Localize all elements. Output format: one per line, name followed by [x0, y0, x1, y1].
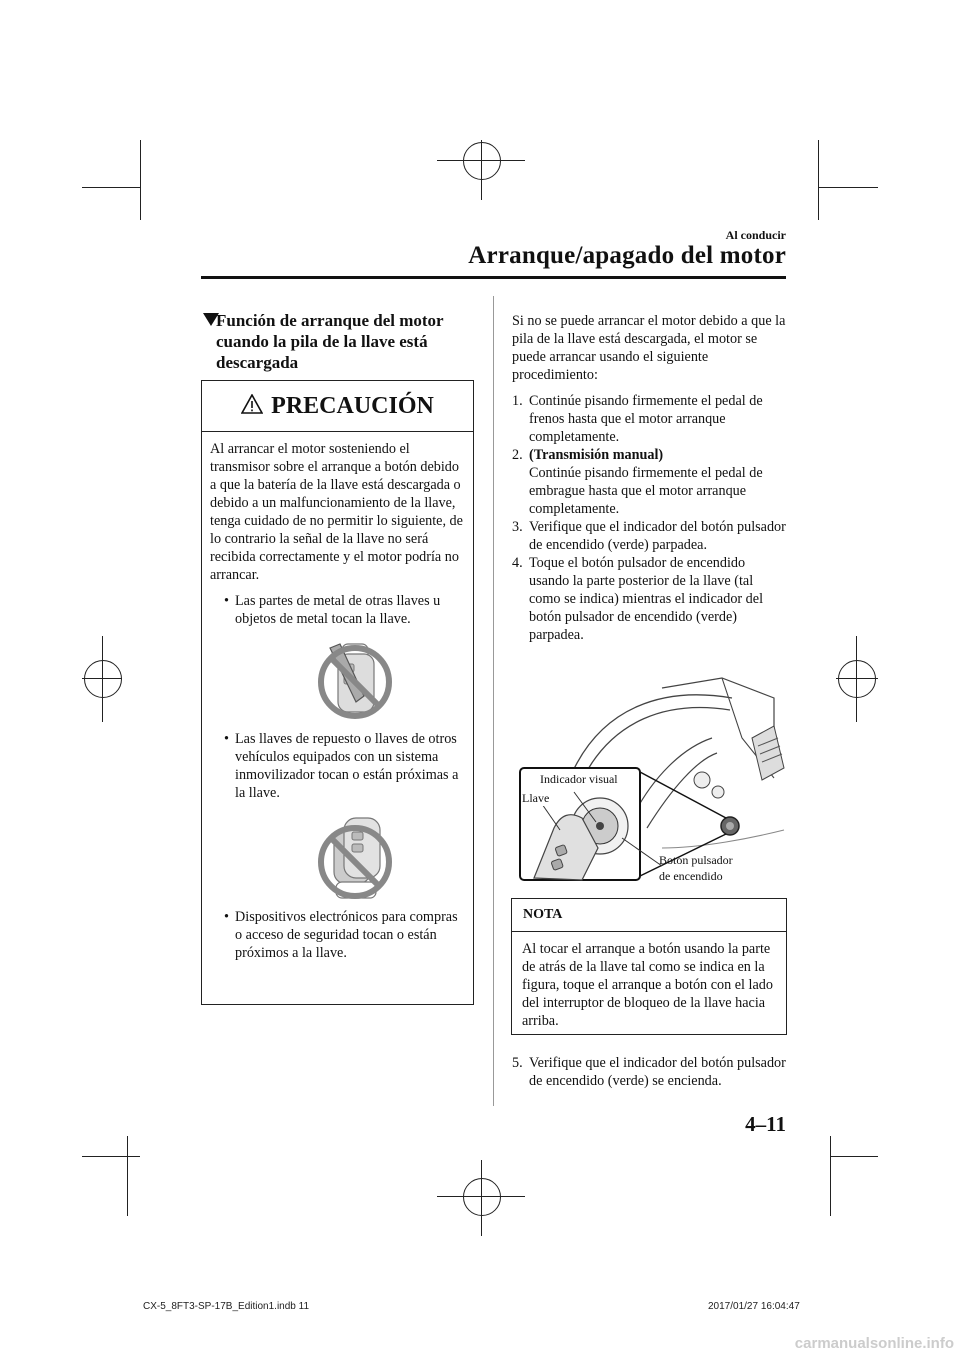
section-label: Al conducir — [725, 228, 786, 242]
note-text: Al tocar el arranque a botón usando la parte de atrás de la llave tal como se indica en la figura, toque el arranque a botón con el lado del interruptor de bloqueo de la llave hacia arriba. — [522, 941, 773, 1029]
spare-keys-prohibited-figure — [210, 808, 465, 908]
page-number: 4–11 — [745, 1112, 786, 1136]
section-heading: Función de arranque del motor cuando la pila de la llave está descargada — [203, 310, 483, 373]
caution-bullet: • Las partes de metal de otras llaves u objetos de metal tocan la llave. — [224, 593, 441, 627]
footer-timestamp: 2017/01/27 16:04:47 — [708, 1301, 800, 1312]
procedure-steps — [512, 392, 787, 644]
step-item: 4. Toque el botón pulsador de encendido usando la parte posterior de la llave (tal como se indica) mientras el indicador del botón pulsador de encendido (verde) parpadea. — [512, 555, 764, 643]
step-item: 1. Continúe pisando firmemente el pedal de frenos hasta que el motor arranque completamente. — [512, 393, 763, 445]
dashboard-key-figure — [512, 668, 788, 888]
triangle-marker-icon — [203, 313, 219, 326]
note-box — [511, 898, 787, 1035]
metal-object-prohibited-figure — [210, 634, 465, 730]
step-item: 3. Verifique que el indicador del botón pulsador de encendido (verde) parpadea. — [512, 519, 786, 553]
caution-header: PRECAUCIÓN — [202, 381, 473, 432]
caution-box — [201, 380, 474, 1005]
label-key: Llave — [522, 791, 550, 805]
watermark: carmanualsonline.info — [794, 1335, 954, 1352]
step-item: 2. (Transmisión manual) Continúe pisando firmemente el pedal de embrague hasta que el motor arranque completamente. — [512, 447, 763, 517]
footer-file: CX-5_8FT3-SP-17B_Edition1.indb 11 — [143, 1301, 310, 1312]
label-button: Botón pulsador de encendido — [659, 853, 733, 883]
page-title: Arranque/apagado del motor — [468, 242, 786, 269]
note-title: NOTA — [512, 899, 786, 932]
label-indicator: Indicador visual — [540, 772, 618, 786]
warning-triangle-icon — [241, 382, 263, 432]
column-separator — [493, 296, 494, 1106]
header-rule — [201, 276, 786, 279]
caution-intro: Al arrancar el motor sosteniendo el transmisor sobre el arranque a botón debido a que la batería de la llave está descargada o debido a un malfuncionamiento de la llave, tenga cuidado de no permitir lo siguiente, de lo contrario la señal de la llave no será recibida correctamente y el motor podría no arrancar. — [210, 441, 463, 583]
caution-bullet: • Las llaves de repuesto o llaves de otros vehículos equipados con un sistema inmovilizador tocan o están próximas a la llave. — [224, 731, 459, 801]
procedure-intro: Si no se puede arrancar el motor debido a que la pila de la llave está descargada, el motor se puede arrancar usando el siguiente procedimiento: — [512, 313, 786, 383]
caution-bullet: • Dispositivos electrónicos para compras o acceso de seguridad tocan o están próximos a la llave. — [224, 909, 458, 961]
step-5: 5. Verifique que el indicador del botón pulsador de encendido (verde) se encienda. — [512, 1055, 786, 1089]
